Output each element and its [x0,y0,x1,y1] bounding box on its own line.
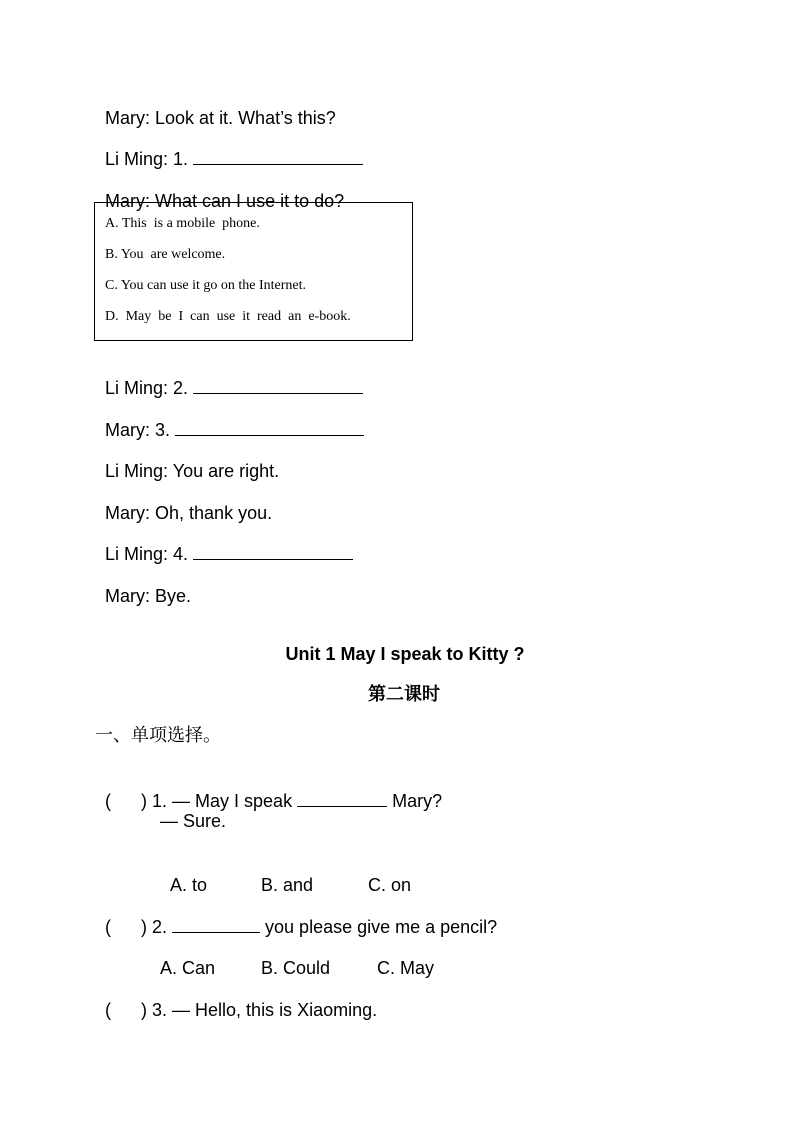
speaker: Mary: [105,503,151,523]
dialogue-line-5 [95,397,364,441]
question-2 [95,894,497,938]
dialogue-line-4 [95,355,363,399]
choice-a: A. Can [160,958,216,978]
question-blank-2[interactable] [172,916,260,933]
utterance: 3. [150,420,176,440]
question-stem: 3. — Hello, this is Xiaoming. [147,1000,378,1020]
choice-c: C. May [377,958,435,978]
option-b: B. You are welcome. [105,247,226,262]
question-blank-1[interactable] [297,790,387,807]
utterance: Look at it. What’s this? [150,108,336,128]
unit-title: Unit 1 May I speak to Kitty ? [285,644,525,664]
utterance: Bye. [150,586,192,606]
question-1 [95,768,442,812]
utterance: You are right. [168,461,280,481]
answer-blank-4[interactable] [193,543,353,560]
utterance: 2. [168,378,194,398]
dialogue-line-1 [95,85,336,129]
question-stem: 1. — May I speak [147,791,298,811]
question-1-options [160,852,411,896]
answer-blank-1[interactable] [193,148,363,165]
utterance: What can I use it to do? [150,191,345,211]
dialogue-line-2 [95,126,363,170]
choice-b: B. and [261,875,314,895]
question-stem-end: you please give me a pencil? [260,917,498,937]
speaker: Li Ming: [105,544,169,564]
speaker: Mary: [105,191,151,211]
option-d: D. May be I can use it read an e-book. [105,309,351,324]
answer-paren[interactable]: ( ) [105,791,148,811]
dialogue-line-8 [95,521,353,565]
dialogue-line-9 [95,563,191,607]
answer-paren[interactable]: ( ) [105,1000,148,1020]
speaker: Li Ming: [105,378,169,398]
answer-blank-3[interactable] [175,419,364,436]
speaker: Mary: [105,420,151,440]
choice-a: A. to [170,875,208,895]
speaker: Li Ming: [105,461,169,481]
utterance: 1. [168,149,194,169]
option-c: C. You can use it go on the Internet. [105,278,307,293]
question-1-reply: — Sure. [160,811,227,831]
lesson-title: 第二课时 [368,684,440,705]
dialogue-line-6 [95,438,279,482]
options-box [94,202,413,341]
utterance: Oh, thank you. [150,503,273,523]
speaker: Mary: [105,108,151,128]
choice-c: C. on [368,875,412,895]
answer-blank-2[interactable] [193,377,363,394]
question-2-options [150,935,434,979]
option-a: A. This is a mobile phone. [105,216,260,231]
question-stem: 2. [147,917,173,937]
question-stem-end: Mary? [387,791,443,811]
choice-b: B. Could [261,958,331,978]
speaker: Li Ming: [105,149,169,169]
question-3 [95,977,377,1021]
speaker: Mary: [105,586,151,606]
section-title: 一、单项选择。 [95,725,221,746]
dialogue-line-7 [95,480,272,524]
utterance: 4. [168,544,194,564]
answer-paren[interactable]: ( ) [105,917,148,937]
